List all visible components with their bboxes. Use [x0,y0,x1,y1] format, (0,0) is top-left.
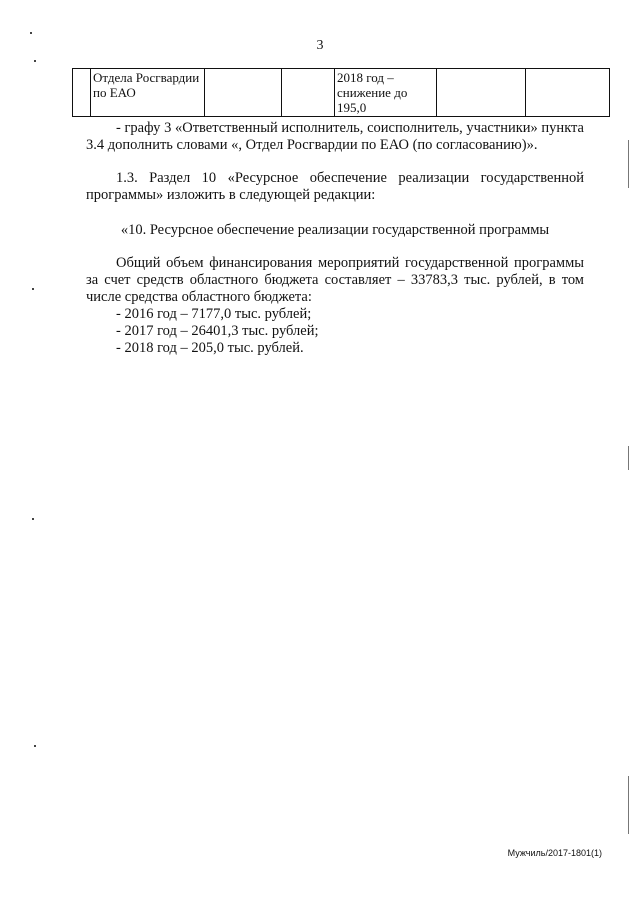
table-cell [73,69,91,117]
paragraph-text: Общий объем финансирования мероприятий государственной программы за счет средств областного бюджета составляет – 33783,3 тыс. рублей, в том числе средства областного бюджета: [86,255,584,305]
funding-list [116,306,318,357]
table-cell: 2018 год – снижение до 195,0 [335,69,437,117]
scan-speck [34,60,36,62]
paragraph-text: - графу 3 «Ответственный исполнитель, соисполнитель, участники» пункта 3.4 дополнить словами «, Отдел Росгвардии по ЕАО (по согласованию)». [86,120,584,153]
paragraph-funding [86,255,584,306]
paragraph-graph3 [86,120,584,154]
scan-speck [32,518,34,520]
paragraph-text: 1.3. Раздел 10 «Ресурсное обеспечение реализации государственной программы» изложить в следующей редакции: [86,170,584,203]
continuation-table [72,68,610,117]
scan-edge-mark [628,446,629,470]
section-heading: «10. Ресурсное обеспечение реализации государственной программы [120,222,550,238]
page-number: 3 [316,38,324,53]
table-cell [205,69,282,117]
scan-edge-mark [628,140,629,188]
scan-edge-mark [628,776,629,834]
paragraph-section10 [86,170,584,204]
scan-speck [34,745,36,747]
document-footer: Мужчиль/2017-1801(1) [507,848,602,858]
scan-speck [30,32,32,34]
table-cell [526,69,610,117]
table-cell: Отдела Росгвардии по ЕАО [91,69,205,117]
table-cell [282,69,335,117]
list-item: - 2017 год – 26401,3 тыс. рублей; [116,323,319,339]
list-item: - 2016 год – 7177,0 тыс. рублей; [116,306,312,322]
list-item: - 2018 год – 205,0 тыс. рублей. [116,340,304,356]
table-cell [437,69,526,117]
scan-speck [32,288,34,290]
table-row [73,69,610,117]
